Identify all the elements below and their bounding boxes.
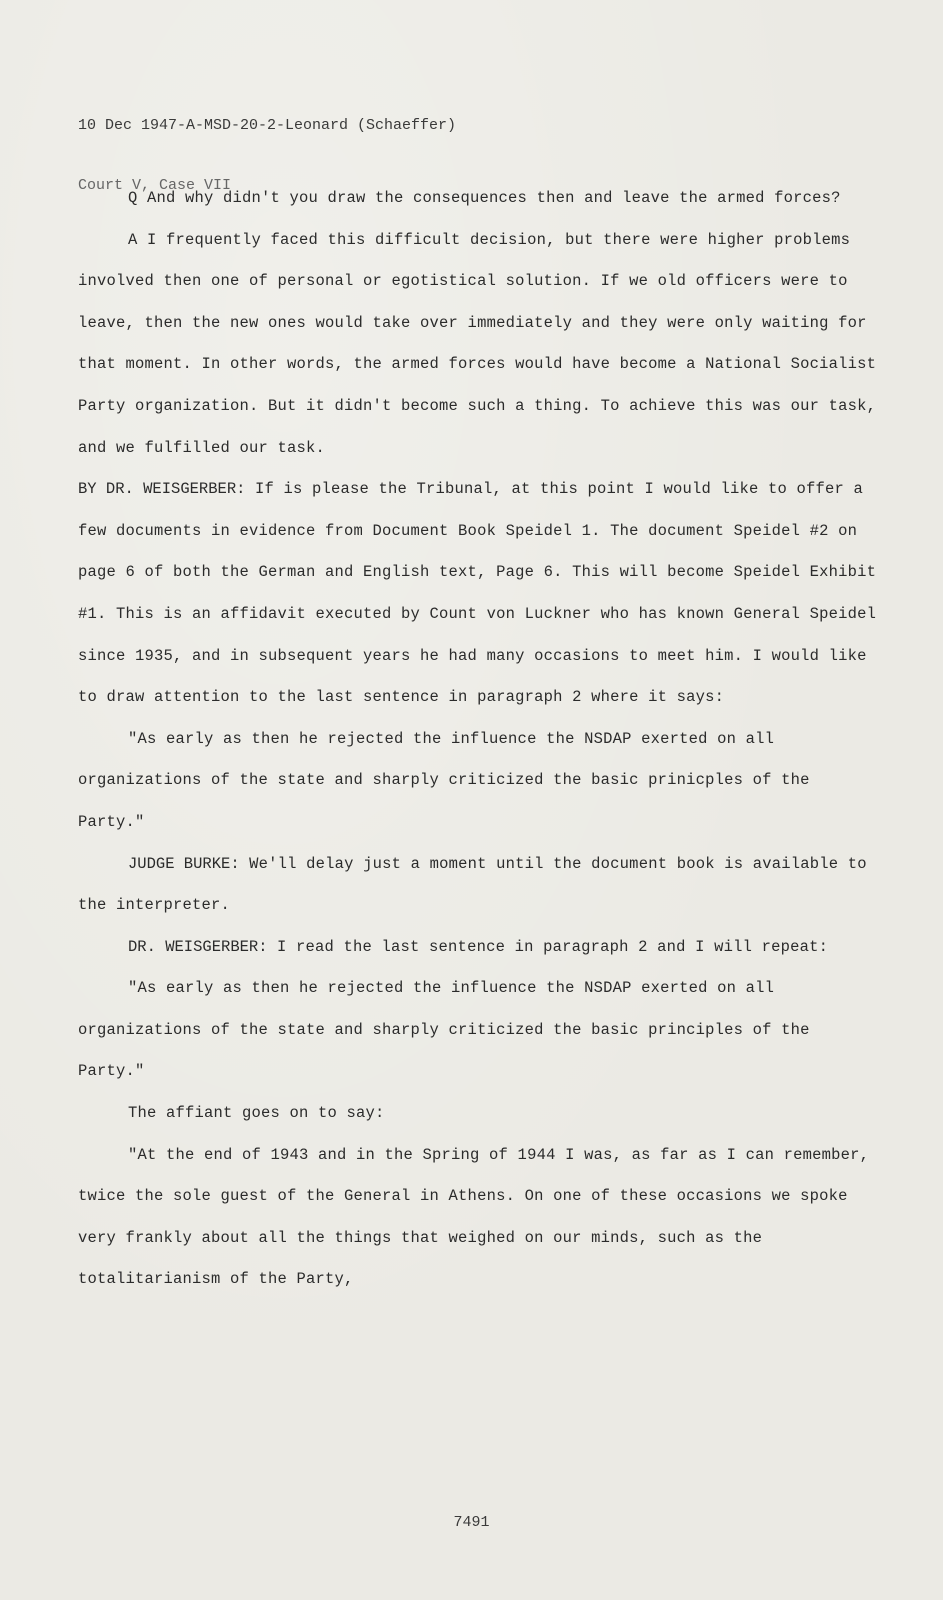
paragraph [78,927,878,969]
paragraph [78,1093,878,1135]
paragraph [78,178,878,220]
paragraph-text: "As early as then he rejected the influence the NSDAP exerted on all organizations of the state and sharply criticized the basic principles of the Party." [78,979,810,1081]
paragraph-text: "As early as then he rejected the influence the NSDAP exerted on all organizations of the state and sharply criticized the basic prinicples of the Party." [78,729,810,831]
paragraph [78,719,878,844]
speaker-label: DR. WEISGERBER: [128,937,268,956]
paragraph-text: A I frequently faced this difficult decision, but there were higher problems involved then one of personal or egotistical solution. If we old officers were to leave, then the new ones would take over immediately and they were only waiting for that moment. In other words, the armed forces would have become a National Socialist Party organization. But it didn't become such a thing. To achieve this was our task, and we fulfilled our task. [78,230,877,457]
paragraph-text: The affiant goes on to say: [128,1104,385,1123]
paragraph-text: If is please the Tribunal, at this point I would like to offer a few documents in evidence from Document Book Speidel 1. The document Speidel #2 on page 6 of both the German and English text, Page 6. This will become Speidel Exhibit #1. This is an affidavit executed by Count von Luckner who has known General Speidel since 1935, and in subsequent years he had many occasions to meet him. I would like to draw attention to the last sentence in paragraph 2 where it says: [78,480,877,707]
transcript-body [78,178,878,1301]
speaker-label: JUDGE BURKE: [128,854,240,873]
paragraph [78,469,878,719]
paragraph-text: Q And why didn't you draw the consequences then and leave the armed forces? [128,189,841,207]
paragraph [78,220,878,470]
paragraph-text: "At the end of 1943 and in the Spring of 1944 I was, as far as I can remember, twice the sole guest of the General in Athens. On one of these occasions we spoke very frankly about all the things that weighed on our minds, such as the totalitarianism of the Party, [78,1145,870,1289]
speaker-label: BY DR. WEISGERBER: [78,480,246,499]
paragraph [78,1135,878,1301]
header-line-court-case: Court V, Case VII [78,177,232,194]
page-number: 7491 [453,1514,490,1531]
paragraph [78,968,878,1093]
header-line-date-reference: 10 Dec 1947-A-MSD-20-2-Leonard (Schaeffer) [78,117,457,134]
paragraph [78,844,878,927]
paragraph-text: We'll delay just a moment until the document book is available to the interpreter. [78,854,867,915]
paragraph-text: I read the last sentence in paragraph 2 and I will repeat: [267,937,829,956]
